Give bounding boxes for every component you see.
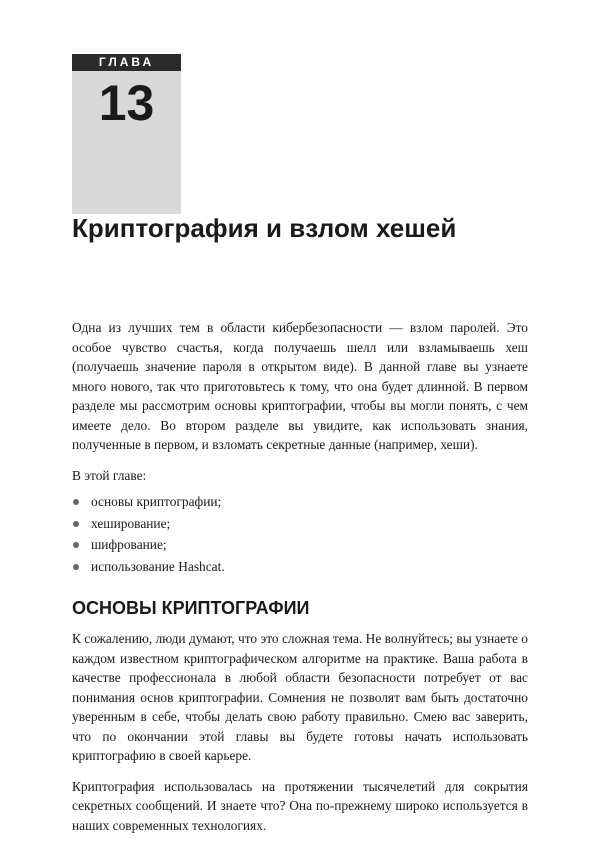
- list-item: [72, 557, 528, 579]
- section-heading: ОСНОВЫ КРИПТОГРАФИИ: [72, 598, 310, 618]
- chapter-title: Криптография и взлом хешей: [72, 213, 457, 243]
- list-heading: В этой главе:: [72, 467, 147, 483]
- chapter-number: 13: [98, 75, 155, 131]
- section-paragraph: Криптография использовалась на протяжении тысячелетий для сокрытия секретных сообщений. И знаете что? Она по-прежнему широко используется в наших современных технологиях.: [72, 778, 528, 833]
- topics-list: [72, 492, 528, 578]
- page-content: [72, 318, 528, 846]
- list-item-text: использование Hashcat.: [91, 558, 225, 574]
- chapter-badge: [72, 54, 181, 214]
- bullet-icon: [73, 499, 79, 505]
- bullet-icon: [73, 564, 79, 570]
- list-item: [72, 535, 528, 557]
- bullet-icon: [73, 542, 79, 548]
- list-item-text: шифрование;: [91, 537, 167, 552]
- list-item-text: основы криптографии;: [91, 494, 222, 509]
- intro-paragraph: Одна из лучших тем в области кибербезопасности — взлом паролей. Это особое чувство счастья, когда получаешь шелл или взламываешь хеш (получаешь значение пароля в открытом виде). В данной главе вы узнаете много нового, так что приготовьтесь к тому, что она будет длинной. В первом разделе мы рассмотрим основы криптографии, чтобы вы могли понять, с чем имеете дело. Во втором разделе вы увидите, как использовать знания, полученные в первом, и взломать секретные данные (например, хеши).: [72, 320, 528, 452]
- bullet-icon: [73, 521, 79, 527]
- chapter-label: ГЛАВА: [72, 54, 181, 71]
- list-item-text: хеширование;: [91, 515, 171, 531]
- list-item: [72, 492, 528, 514]
- list-item: [72, 514, 528, 536]
- section-paragraph: К сожалению, люди думают, что это сложная тема. Не волнуйтесь; вы узнаете о каждом известном криптографическом алгоритме на практике. Ваша работа в качестве профессионала в любой области безопасности потребует от вас понимания основ криптографии. Сомнения не позволят вам быть достаточно уверенным в себе, чтобы делать свою работу правильно. Смею вас заверить, что по окончании этой главы вы будете готовы начать использовать криптографию в своей карьере.: [72, 631, 528, 763]
